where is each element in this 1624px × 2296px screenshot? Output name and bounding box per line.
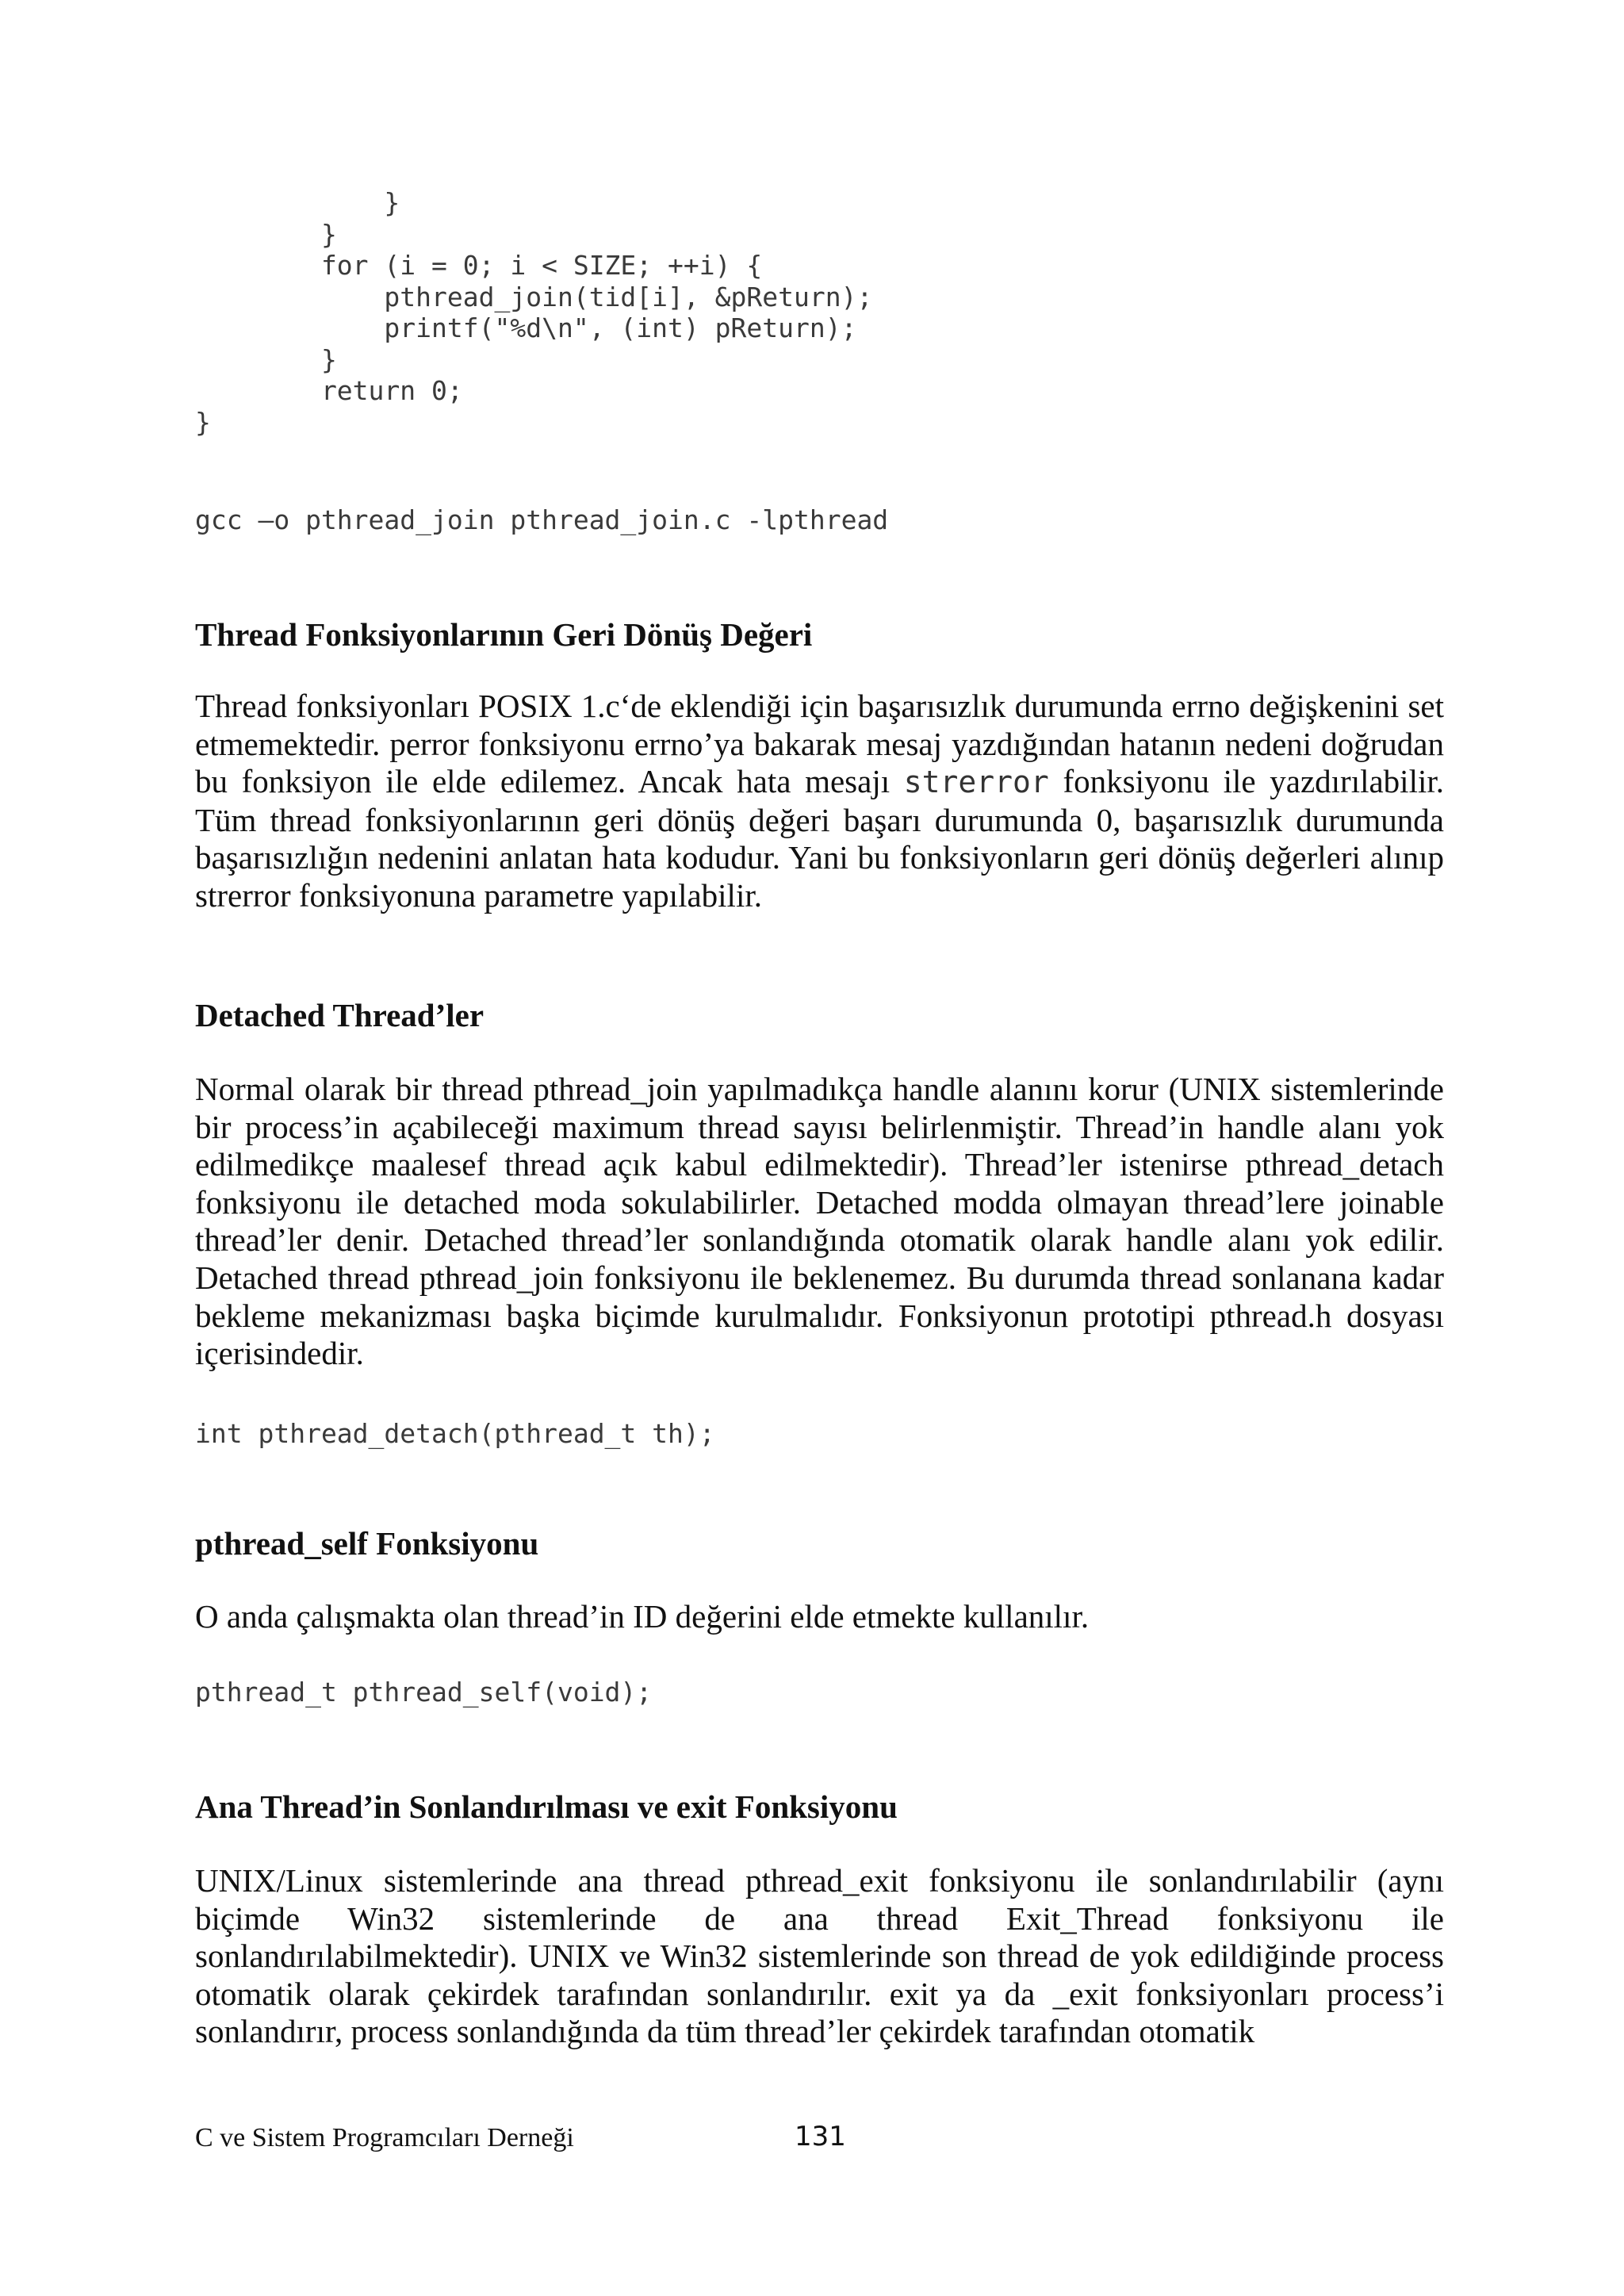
section-heading-return-value: Thread Fonksiyonlarının Geri Dönüş Değeri <box>195 616 813 653</box>
code-prototype-self: pthread_t pthread_self(void); <box>195 1677 653 1708</box>
code-line: } <box>195 343 337 375</box>
paragraph-text: Thread fonksiyonları POSIX 1.c‘de eklendiği için başarısızlık durumunda errno değişkenini set etmemektedir. perror fonksiyonu errno’ya bakarak mesaj yazdığından hatanın nedeni doğrudan bu fonksiyon ile elde edilemez. Ancak hata mesajı <box>195 688 1444 800</box>
paragraph-text: fonksiyonu ile yazdırılabilir. Tüm thread fonksiyonlarının geri dönüş değeri başarı durumunda 0, başarısızlık durumunda başarısızlığın nedenini anlatan hata kodudur. Yani bu fonksiyonların geri dönüş değerleri alınıp strerror fonksiyonuna parametre yapılabilir. <box>195 763 1444 914</box>
inline-code: strerror <box>903 765 1049 800</box>
section-paragraph-pthread-self: O anda çalışmakta olan thread’in ID değerini elde etmekte kullanılır. <box>195 1598 1090 1635</box>
code-line: } <box>195 406 211 438</box>
code-line: printf("%d\n", (int) pReturn); <box>195 312 857 343</box>
code-line: } <box>195 218 337 250</box>
section-heading-detached: Detached Thread’ler <box>195 997 485 1033</box>
code-line: } <box>195 187 400 218</box>
section-paragraph-return-value <box>195 688 1444 915</box>
footer-organization: C ve Sistem Programcıları Derneği <box>195 2123 574 2152</box>
section-heading-pthread-self: pthread_self Fonksiyonu <box>195 1525 539 1562</box>
section-paragraph-detached: Normal olarak bir thread pthread_join yapılmadıkça handle alanını korur (UNIX sistemlerinde bir process’in açabileceği maximum thread sayısı belirlenmiştir. Thread’in handle alanı yok edilmedikçe maalesef thread açık kabul edilmektedir). Thread’ler istenirse pthread_detach fonksiyonu ile detached moda sokulabilirler. Detached modda olmayan thread’lere joinable thread’ler denir. Detached thread’ler sonlandığında otomatik olarak handle alanı yok edilir. Detached thread pthread_join fonksiyonu ile beklenemez. Bu durumda thread sonlanana kadar bekleme mekanizması başka biçimde kurulmalıdır. Fonksiyonun prototipi pthread.h dosyası içerisindedir. <box>195 1071 1444 1372</box>
code-line: pthread_join(tid[i], &pReturn); <box>195 281 873 312</box>
code-line: for (i = 0; i < SIZE; ++i) { <box>195 250 763 281</box>
section-paragraph-main-thread-exit: UNIX/Linux sistemlerinde ana thread pthread_exit fonksiyonu ile sonlandırılabilir (aynı biçimde Win32 sistemlerinde de ana thread Exit_Thread fonksiyonu ile sonlandırılabilmektedir). UNIX ve Win32 sistemlerinde son thread de yok edildiğinde process otomatik olarak çekirdek tarafından sonlandırılır. exit ya da _exit fonksiyonları process’i sonlandırır, process sonlandığında da tüm thread’ler çekirdek tarafından otomatik <box>195 1862 1444 2050</box>
code-prototype-detach: int pthread_detach(pthread_t th); <box>195 1418 715 1449</box>
page-number: 131 <box>795 2121 846 2152</box>
compile-command: gcc –o pthread_join pthread_join.c -lpthread <box>195 504 889 535</box>
section-heading-main-thread-exit: Ana Thread’in Sonlandırılması ve exit Fonksiyonu <box>195 1788 898 1825</box>
code-listing <box>195 187 872 438</box>
code-line: return 0; <box>195 375 463 406</box>
